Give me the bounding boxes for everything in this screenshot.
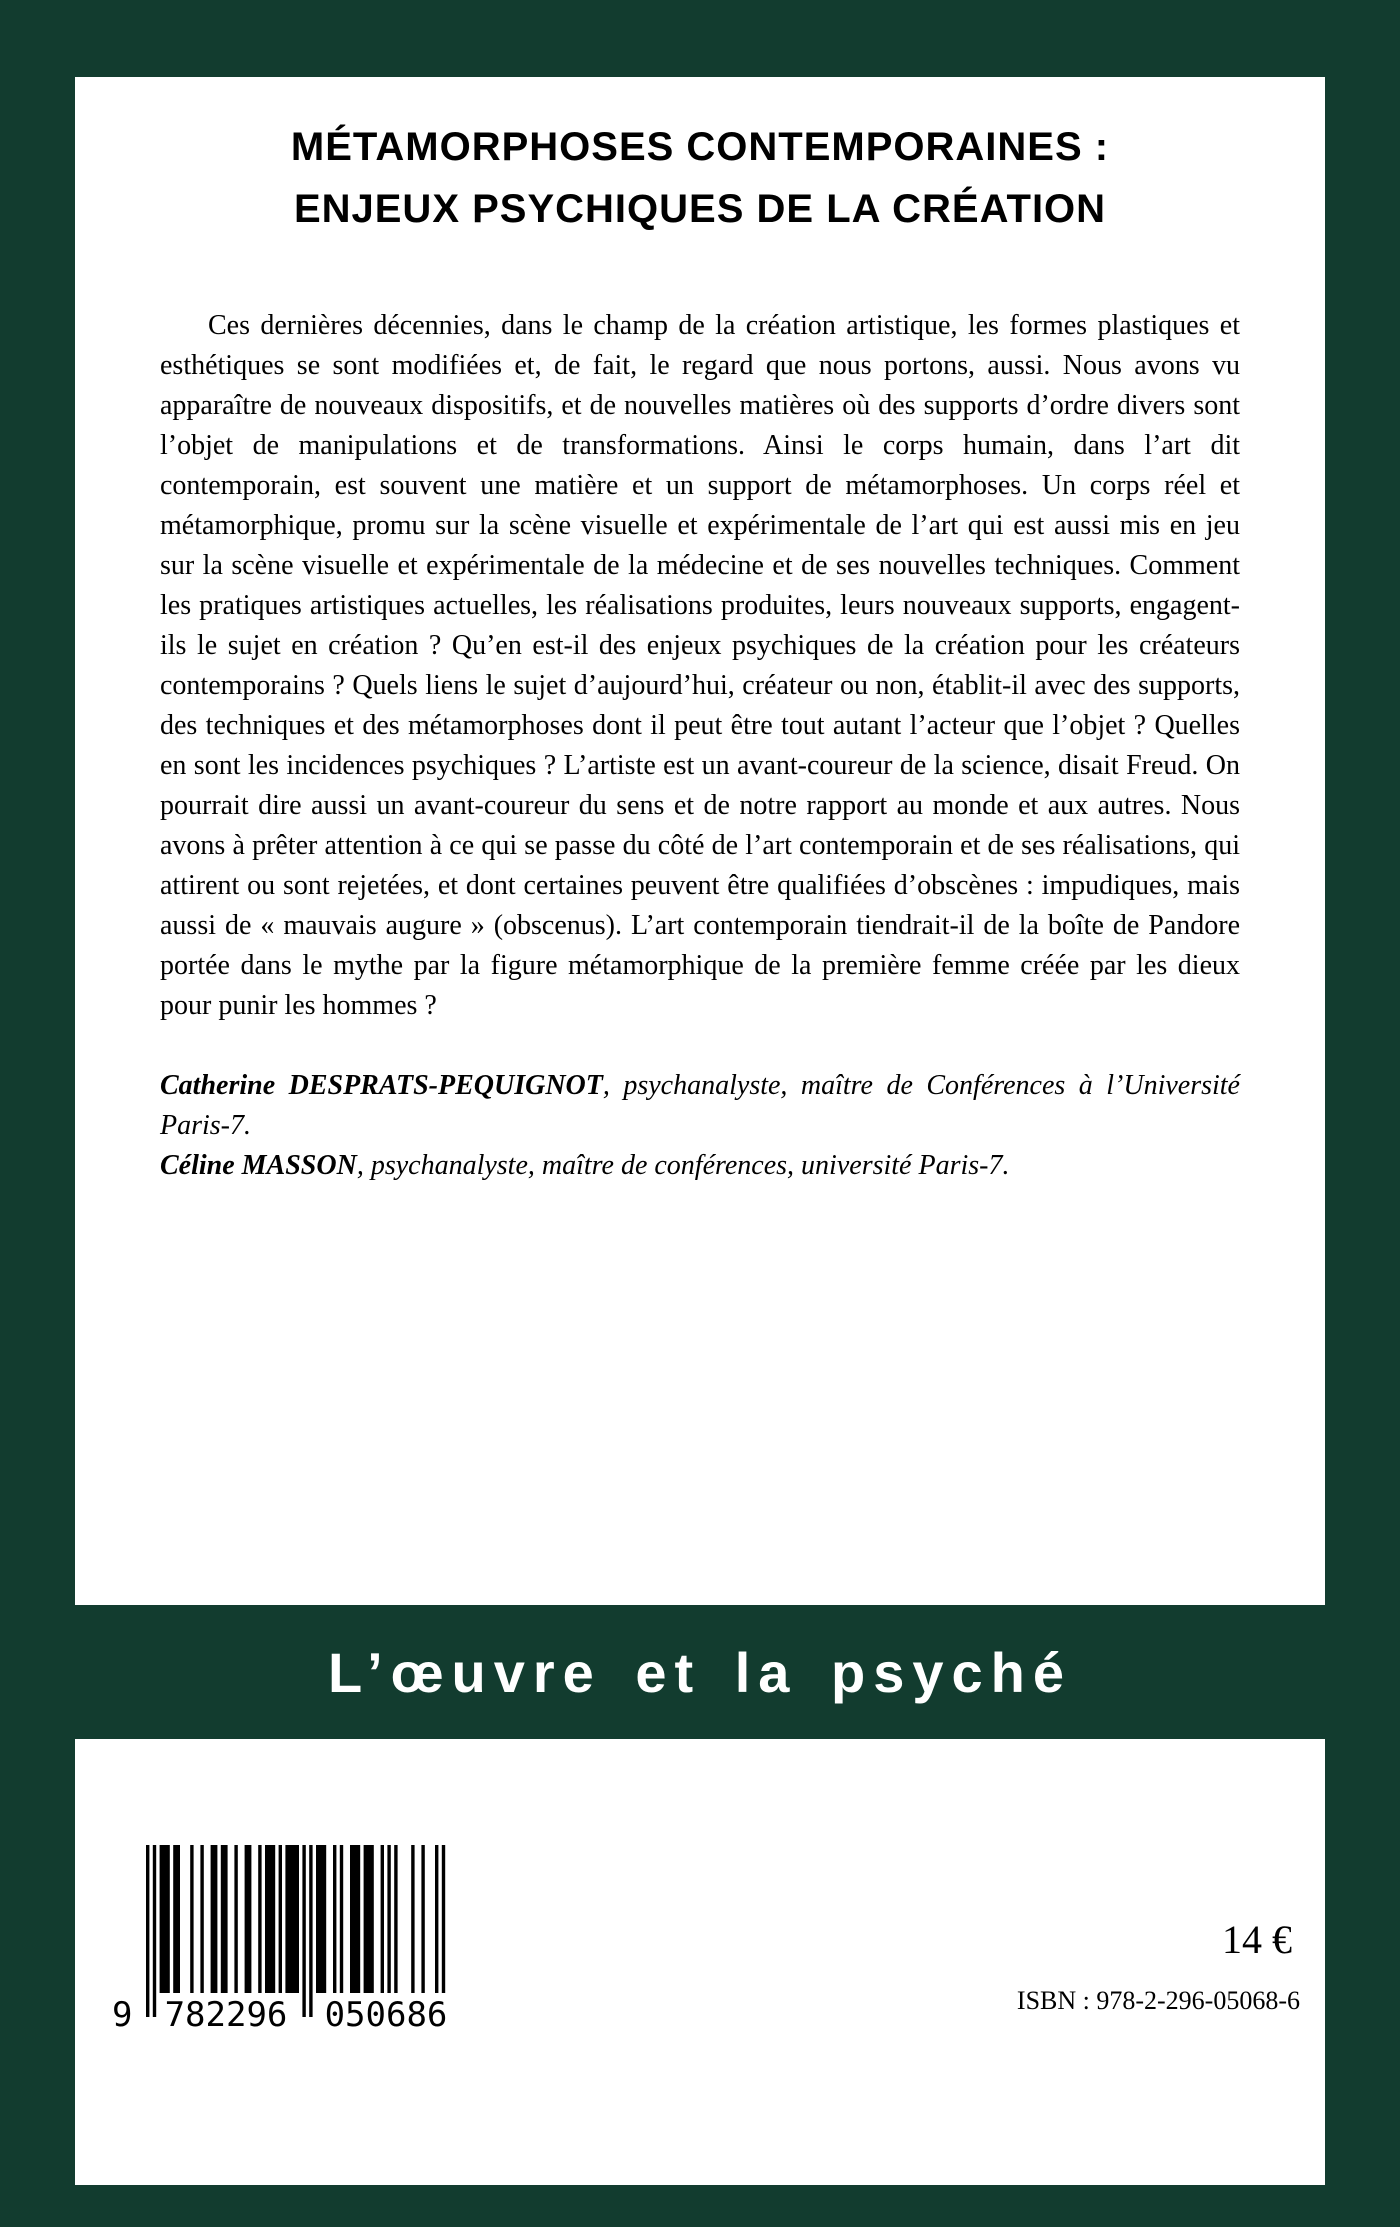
title-line-2: ENJEUX PSYCHIQUES DE LA CRÉATION <box>293 187 1107 231</box>
author-line <box>160 1146 1240 1186</box>
barcode-bars <box>146 1845 459 2017</box>
barcode <box>112 1845 492 2045</box>
author-line <box>160 1066 1240 1146</box>
authors-block <box>160 1066 1240 1186</box>
collection-band <box>0 1605 1400 1739</box>
back-cover-text <box>160 306 1240 1186</box>
barcode-digits-right: 050686 <box>324 1995 448 2035</box>
author-name: Catherine DESPRATS-PEQUIGNOT <box>160 1070 603 1101</box>
isbn-label: ISBN : 978-2-296-05068-6 <box>1016 1986 1300 2015</box>
author-role: , psychanalyste, maître de Conférences à l’Université Paris-7. <box>160 1070 1240 1141</box>
title-line-1: MÉTAMORPHOSES CONTEMPORAINES : <box>290 125 1110 169</box>
author-name: Céline MASSON <box>160 1150 357 1181</box>
synopsis-paragraph: Ces dernières décennies, dans le champ de la création artistique, les formes plastiques et esthétiques se sont modifiées et, de fait, le regard que nous portons, aussi. Nous avons vu apparaître de nouveaux dispositifs, et de nouvelles matières où des supports d’ordre divers sont l’objet de manipulations et de transformations. Ainsi le corps humain, dans l’art dit contemporain, est souvent une matière et un support de métamorphoses. Un corps réel et métamorphique, promu sur la scène visuelle et expérimentale de l’art qui est aussi mis en jeu sur la scène visuelle et expérimentale de la médecine et de ses nouvelles techniques. Comment les pratiques artistiques actuelles, les réalisations produites, leurs nouveaux supports, engagent-ils le sujet en création ? Qu’en est-il des enjeux psychiques de la création pour les créateurs contemporains ? Quels liens le sujet d’aujourd’hui, créateur ou non, établit-il avec des supports, des techniques et des métamorphoses dont il peut être tout autant l’acteur que l’objet ? Quelles en sont les incidences psychiques ? L’artiste est un avant-coureur de la science, disait Freud. On pourrait dire aussi un avant-coureur du sens et de notre rapport au monde et aux autres. Nous avons à prêter attention à ce qui se passe du côté de l’art contemporain et de ses réalisations, qui attirent ou sont rejetées, et dont certaines peuvent être qualifiées d’obscènes : impudiques, mais aussi de « mauvais augure » (obscenus). L’art contemporain tiendrait-il de la boîte de Pandore portée dans le mythe par la figure métamorphique de la première femme créée par les dieux pour punir les hommes ? <box>160 310 1240 1021</box>
barcode-digits-left: 782296 <box>164 1995 288 2035</box>
author-role: , psychanalyste, maître de conférences, université Paris-7. <box>356 1150 1010 1181</box>
barcode-digit-first: 9 <box>112 1995 133 2035</box>
price-label: 14 € <box>1222 1917 1292 1962</box>
collection-title: L’œuvre et la psyché <box>328 1640 1072 1704</box>
book-title <box>0 116 1400 240</box>
price-isbn-block <box>1017 1918 1300 2016</box>
